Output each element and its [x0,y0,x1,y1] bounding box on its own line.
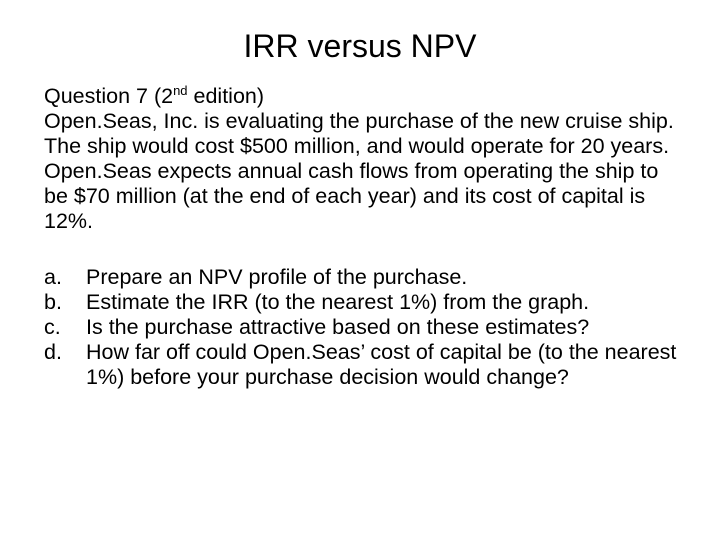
question-list [44,265,684,390]
list-letter: b. [44,290,62,314]
list-text: Prepare an NPV profile of the purchase. [86,265,468,289]
slide-body [44,84,684,390]
list-text: Estimate the IRR (to the nearest 1%) from the graph. [86,290,590,314]
list-item-b [44,290,684,315]
list-item-d [44,340,684,390]
problem-text: Open.Seas, Inc. is evaluating the purchase of the new cruise ship. The ship would cost $500 million, and would operate for 20 years. Open.Seas expects annual cash flows from operating the ship to be $70 million (at the end of each year) and its cost of capital is 12%. [44,109,674,233]
list-item-a [44,265,684,290]
list-letter: c. [44,315,61,339]
slide-title: IRR versus NPV [243,28,477,64]
list-item-c [44,315,684,340]
list-text: Is the purchase attractive based on these estimates? [86,315,590,339]
question-prefix: Question 7 (2 [44,84,174,108]
list-letter: d. [44,340,62,364]
question-superscript: nd [173,83,188,98]
list-text: How far off could Open.Seas’ cost of capital be (to the nearest 1%) before your purchase decision would change? [86,340,677,389]
question-heading [44,84,684,109]
question-suffix: edition) [187,84,265,108]
list-letter: a. [44,265,62,289]
